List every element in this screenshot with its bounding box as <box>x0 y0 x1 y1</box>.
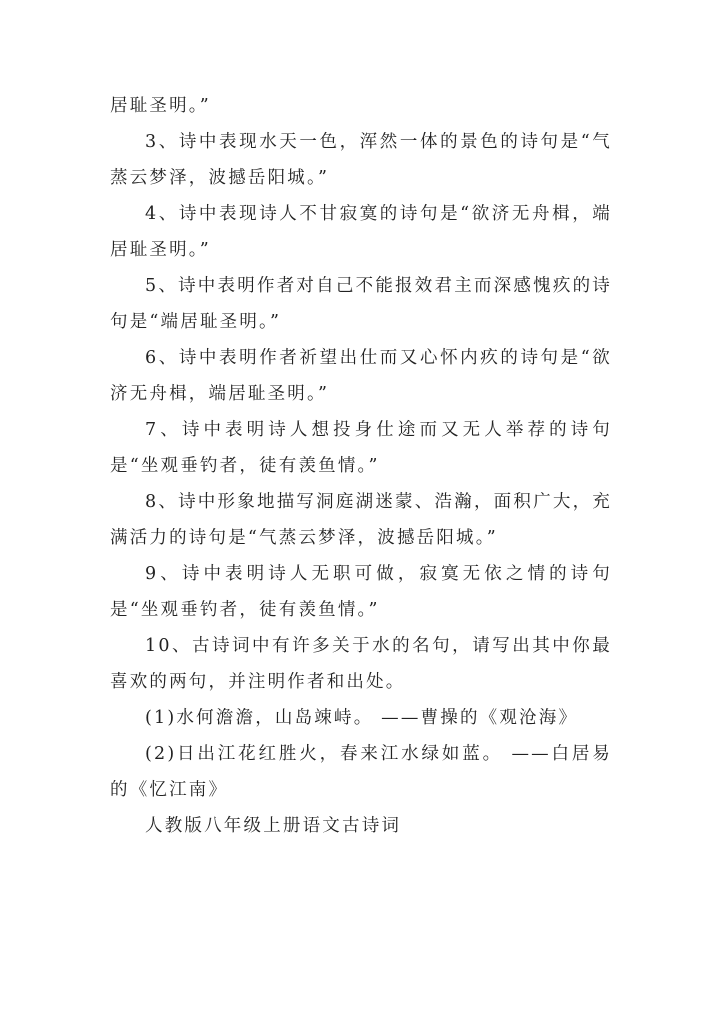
paragraph-item-3: 3、诗中表现水天一色，浑然一体的景色的诗句是“气蒸云梦泽，波撼岳阳城。” <box>110 132 612 188</box>
paragraph-item-10: 10、古诗词中有许多关于水的名句，请写出其中你最喜欢的两句，并注明作者和出处。 <box>110 636 612 692</box>
paragraph-item-5: 5、诗中表明作者对自己不能报效君主而深感愧疚的诗句是“端居耻圣明。” <box>110 276 612 332</box>
answer-line-2: (2)日出江花红胜火，春来江水绿如蓝。 ——白居易的《忆江南》 <box>110 744 612 800</box>
paragraph-item-9: 9、诗中表明诗人无职可做，寂寞无依之情的诗句是“坐观垂钓者，徒有羡鱼情。” <box>110 564 612 620</box>
paragraph-item-4: 4、诗中表现诗人不甘寂寞的诗句是“欲济无舟楫，端居耻圣明。” <box>110 204 612 260</box>
paragraph-item-7: 7、诗中表明诗人想投身仕途而又无人举荐的诗句是“坐观垂钓者，徒有羡鱼情。” <box>110 420 612 476</box>
answer-line-1: (1)水何澹澹，山岛竦峙。 ——曹操的《观沧海》 <box>145 708 579 728</box>
paragraph-continuation: 居耻圣明。” <box>110 96 211 116</box>
document-title-footer: 人教版八年级上册语文古诗词 <box>145 816 402 836</box>
document-body <box>110 88 612 844</box>
paragraph-item-6: 6、诗中表明作者祈望出仕而又心怀内疚的诗句是“欲济无舟楫，端居耻圣明。” <box>110 348 612 404</box>
paragraph-item-8: 8、诗中形象地描写洞庭湖迷蒙、浩瀚，面积广大，充满活力的诗句是“气蒸云梦泽，波撼岳阳城。” <box>110 492 612 548</box>
